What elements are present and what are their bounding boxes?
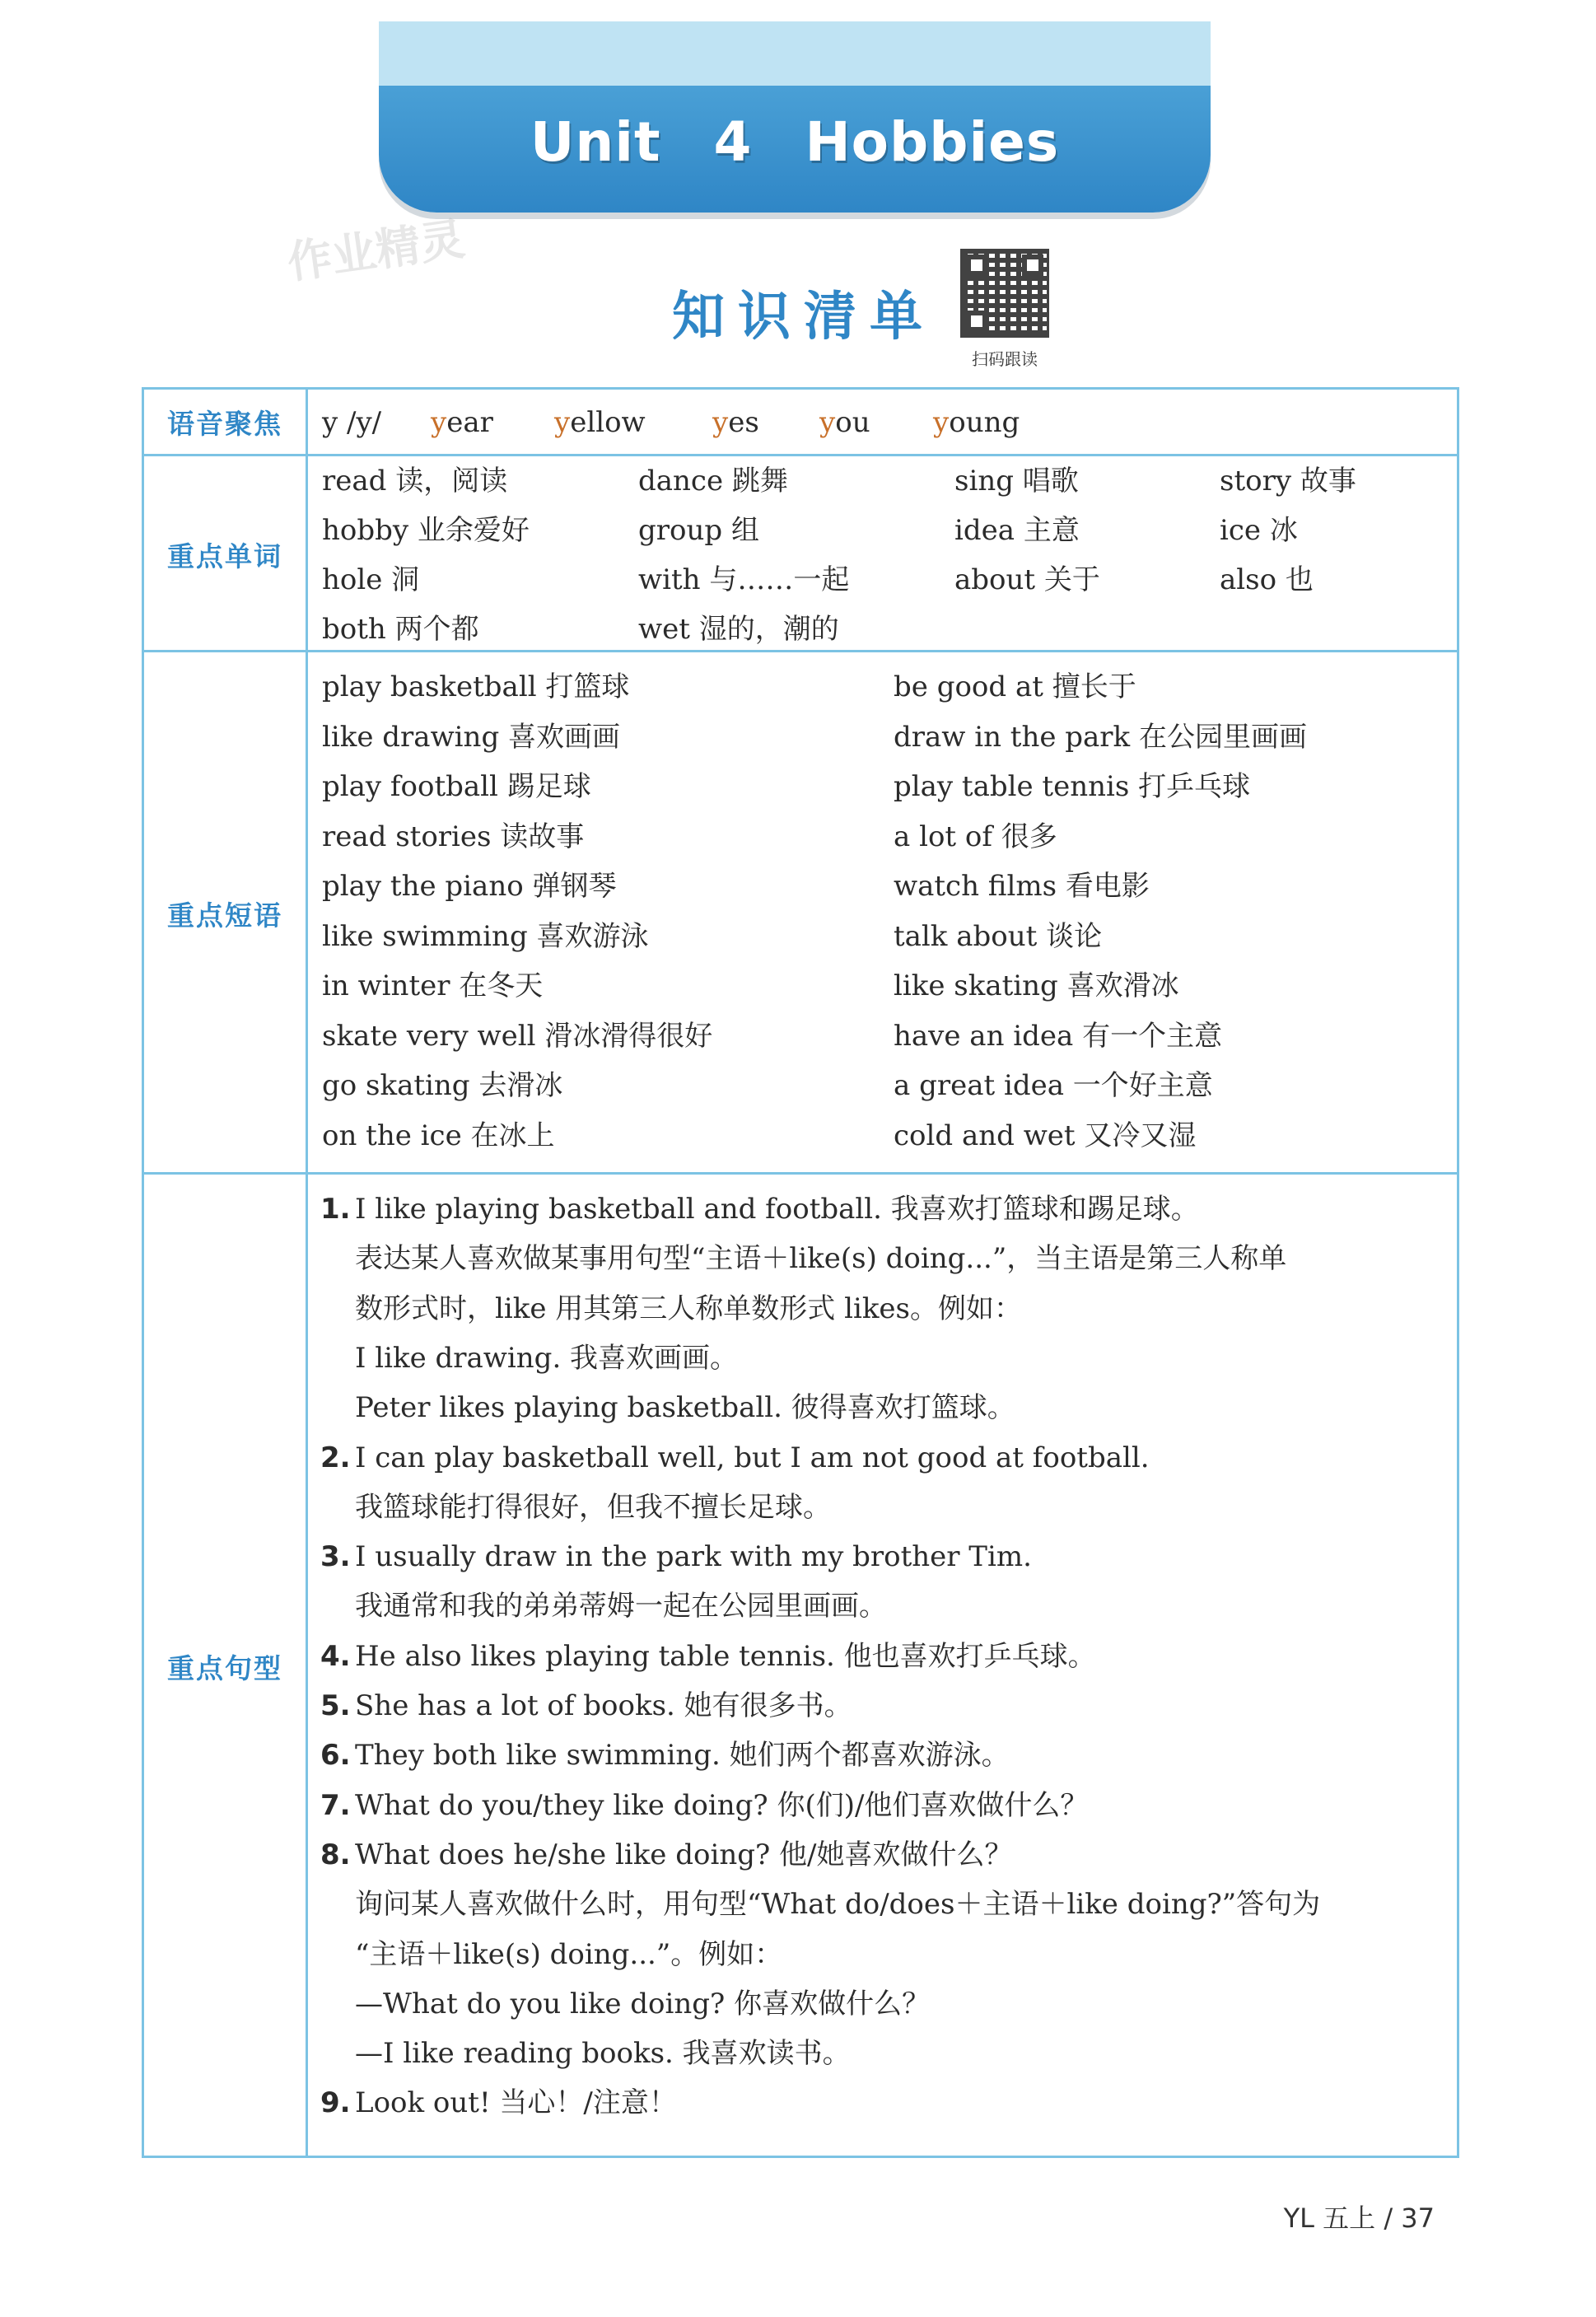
sentence-number: 1.: [320, 1193, 351, 1226]
vocab-label: 重点单词: [144, 456, 308, 652]
phonics-word-rest: es: [728, 406, 759, 439]
phonics-letter: y: [933, 406, 950, 439]
vocab-item: hobby 业余爱好: [322, 514, 530, 547]
vocab-item: sing 唱歌: [954, 465, 1079, 498]
sentence-note: I like drawing. 我喜欢画画。: [355, 1341, 739, 1375]
sentence-number: 9.: [320, 2086, 351, 2120]
phonics-sound: y /y/: [322, 406, 382, 439]
phonics-word: [712, 398, 759, 447]
phrase-item: in winter 在冬天: [322, 969, 544, 1002]
phrase-item: play basketball 打篮球: [322, 670, 630, 703]
vocab-item: also 也: [1220, 563, 1314, 596]
sentence-number: 7.: [320, 1788, 351, 1822]
sentence-note: “主语＋like(s) doing...”。例如：: [355, 1937, 783, 1971]
phrase-item: have an idea 有一个主意: [894, 1019, 1223, 1053]
sentence-line: I can play basketball well, but I am not good at football.: [355, 1441, 1150, 1474]
sentence-line: Look out! 当心！/注意！: [355, 2086, 677, 2120]
phonics-word: [431, 398, 493, 447]
phrase-item: talk about 谈论: [894, 919, 1103, 953]
sentence-note: —I like reading books. 我喜欢读书。: [355, 2037, 851, 2071]
phrase-item: like swimming 喜欢游泳: [322, 919, 649, 953]
vocab-item: about 关于: [954, 563, 1100, 596]
phrase-item: like skating 喜欢滑冰: [894, 969, 1179, 1002]
phonics-word-rest: ear: [446, 406, 493, 439]
phrase-item: like drawing 喜欢画画: [322, 720, 621, 754]
unit-banner: [379, 21, 1211, 213]
vocab-item: with 与……一起: [638, 563, 850, 596]
qr-label: 扫码跟读: [972, 349, 1038, 369]
phrase-item: a lot of 很多: [894, 820, 1057, 853]
sentence-note: 询问某人喜欢做什么时，用句型“What do/does＋主语＋like doing?”答句为: [355, 1888, 1321, 1922]
vocab-item: group 组: [638, 514, 759, 547]
phonics-word: [933, 398, 1020, 447]
sentence-line: They both like swimming. 她们两个都喜欢游泳。: [355, 1739, 1010, 1773]
phrase-item: draw in the park 在公园里画画: [894, 720, 1307, 754]
sentence-number: 6.: [320, 1739, 351, 1773]
page-footer: YL 五上 / 37: [1283, 2203, 1435, 2234]
phrase-item: on the ice 在冰上: [322, 1119, 555, 1152]
vocab-item: read 读，阅读: [322, 465, 508, 498]
phrase-item: play the piano 弹钢琴: [322, 870, 617, 903]
sentence-note: 我通常和我的弟弟蒂姆一起在公园里画画。: [355, 1590, 887, 1623]
phonics-word: [819, 398, 870, 447]
sentence-note: —What do you like doing? 你喜欢做什么？: [355, 1987, 931, 2020]
phrase-item: read stories 读故事: [322, 820, 585, 853]
phonics-label: 语音聚焦: [144, 390, 308, 454]
phrase-item: play football 踢足球: [322, 770, 591, 803]
sentences-label: 重点句型: [144, 1175, 308, 2158]
sentence-line: He also likes playing table tennis. 他也喜欢打乒乓球。: [355, 1639, 1096, 1673]
phrase-item: a great idea 一个好主意: [894, 1069, 1213, 1102]
unit-title: Unit 4 Hobbies: [530, 110, 1060, 174]
phonics-word-rest: ou: [835, 406, 870, 439]
sentence-note: 我篮球能打得很好，但我不擅长足球。: [355, 1490, 831, 1524]
sentence-line: What do you/they like doing? 你(们)/他们喜欢做什么？: [355, 1788, 1089, 1822]
knowledge-table: [142, 387, 1459, 2158]
phrase-item: be good at 擅长于: [894, 670, 1136, 703]
phrases-label: 重点短语: [144, 652, 308, 1175]
phonics-letter: y: [819, 406, 836, 439]
sentence-number: 8.: [320, 1838, 351, 1871]
phrases-row: [144, 650, 1457, 1175]
phrase-item: go skating 去滑冰: [322, 1069, 563, 1102]
phonics-letter: y: [712, 406, 729, 439]
watermark: 作业精灵: [284, 213, 468, 289]
phrase-item: cold and wet 又冷又湿: [894, 1119, 1197, 1152]
vocab-item: wet 湿的，潮的: [638, 613, 839, 646]
vocab-item: both 两个都: [322, 613, 479, 646]
phonics-word: [554, 398, 646, 447]
sentence-line: What does he/she like doing? 他/她喜欢做什么？: [355, 1838, 1013, 1871]
phonics-row: [144, 390, 1457, 454]
phonics-word-rest: ellow: [570, 406, 646, 439]
phrase-item: watch films 看电影: [894, 870, 1150, 903]
vocab-row: [144, 454, 1457, 652]
phonics-word-rest: oung: [949, 406, 1020, 439]
sentence-line: I usually draw in the park with my brother Tim.: [355, 1540, 1032, 1574]
phonics-letter: y: [431, 406, 447, 439]
phonics-letter: y: [554, 406, 571, 439]
vocab-item: hole 洞: [322, 563, 420, 596]
qr-code-icon[interactable]: [960, 249, 1049, 338]
sentence-line: I like playing basketball and football. 我喜欢打篮球和踢足球。: [355, 1193, 1199, 1226]
sentence-note: 数形式时，like 用其第三人称单数形式 likes。例如：: [355, 1292, 1023, 1325]
vocab-item: idea 主意: [954, 514, 1080, 547]
sentences-row: [144, 1172, 1457, 2158]
vocab-item: dance 跳舞: [638, 465, 788, 498]
phrase-item: skate very well 滑冰滑得很好: [322, 1019, 713, 1053]
phrase-item: play table tennis 打乒乓球: [894, 770, 1251, 803]
sentence-number: 5.: [320, 1689, 351, 1722]
sentence-number: 2.: [320, 1441, 351, 1474]
sentence-line: She has a lot of books. 她有很多书。: [355, 1689, 852, 1722]
sentence-note: 表达某人喜欢做某事用句型“主语＋like(s) doing...”，当主语是第三人称单: [355, 1242, 1287, 1276]
vocab-item: story 故事: [1220, 465, 1356, 498]
section-title: 知识清单: [672, 287, 936, 348]
sentence-number: 3.: [320, 1540, 351, 1574]
sentence-number: 4.: [320, 1639, 351, 1673]
vocab-item: ice 冰: [1220, 514, 1298, 547]
sentence-note: Peter likes playing basketball. 彼得喜欢打篮球。: [355, 1391, 1015, 1425]
